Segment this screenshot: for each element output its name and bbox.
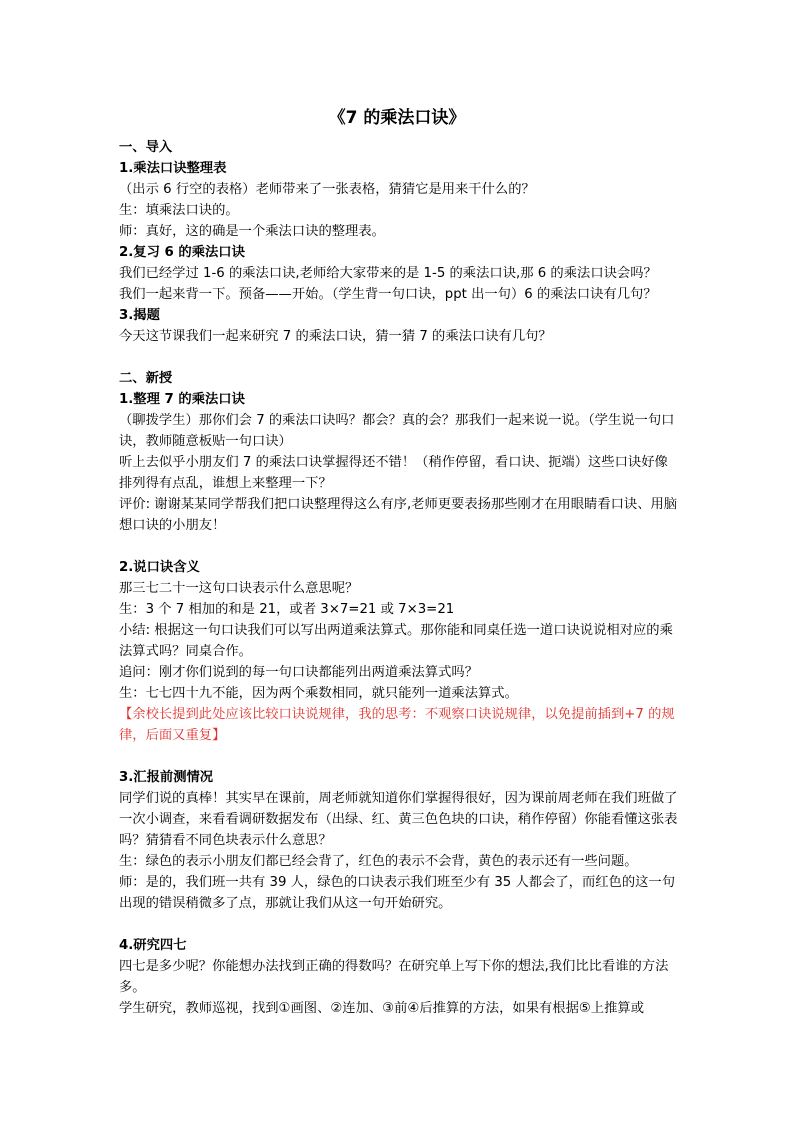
spacer — [119, 536, 679, 557]
paragraph: 生：绿色的表示小朋友们都已经会背了，红色的表示不会背，黄色的表示还有一些问题。 — [119, 854, 638, 869]
document-body — [119, 137, 679, 1019]
paragraph: 今天这节课我们一起来研究 7 的乘法口诀，猜一猜 7 的乘法口诀有几句？ — [119, 329, 552, 344]
document-title: 《7 的乘法口诀》 — [328, 108, 466, 128]
paragraph: 生：3 个 7 相加的和是 21，或者 3×7=21 或 7×3=21 — [119, 602, 455, 617]
paragraph: 四七是多少呢？你能想办法找到正确的得数吗？在研究单上写下你的想法,我们比比看谁的方法多。 — [119, 959, 669, 995]
paragraph: （聊拨学生）那你们会 7 的乘法口诀吗？都会？真的会？那我们一起来说一说。（学生说一句口诀，教师随意板贴一句口诀） — [119, 413, 675, 449]
spacer — [119, 746, 679, 767]
paragraph: 同学们说的真棒！其实早在课前，周老师就知道你们掌握得很好，因为课前周老师在我们班做了一次小调查，来看看调研数据发布（出绿、红、黄三色色块的口诀，稍作停留）你能看懂这张表吗？猜猜看不同色块表示什么意思？ — [119, 791, 678, 848]
paragraph: 生：七七四十九不能，因为两个乘数相同，就只能列一道乘法算式。 — [119, 686, 518, 701]
subheading-review-6: 2.复习 6 的乘法口诀 — [119, 245, 245, 260]
section-heading-new-lesson: 二、新授 — [119, 371, 173, 386]
section-heading-intro: 一、导入 — [119, 140, 173, 155]
paragraph: 追问：刚才你们说到的每一句口诀都能列出两道乘法算式吗？ — [119, 665, 479, 680]
subheading-pretest: 3.汇报前测情况 — [119, 770, 214, 785]
paragraph: 听上去似乎小朋友们 7 的乘法口诀掌握得还不错！（稍作停留，看口诀、扼端）这些口诀好像排列得有点乱，谁想上来整理一下？ — [119, 455, 668, 491]
paragraph: 师：是的，我们班一共有 39 人，绿色的口诀表示我们班至少有 35 人都会了，而红色的这一句出现的错误稍微多了点，那就让我们从这一句开始研究。 — [119, 875, 676, 911]
subheading-meaning: 2.说口诀含义 — [119, 560, 200, 575]
subheading-topic: 3.揭题 — [119, 308, 160, 323]
paragraph: 评价: 谢谢某某同学帮我们把口诀整理得这么有序,老师更要表扬那些刚才在用眼睛看口诀、用脑想口诀的小朋友！ — [119, 497, 678, 533]
spacer — [119, 347, 679, 368]
paragraph: 小结: 根据这一句口诀我们可以写出两道乘法算式。那你能和同桌任选一道口诀说说相对应的乘法算式吗？同桌合作。 — [119, 623, 673, 659]
paragraph: 生：填乘法口诀的。 — [119, 203, 239, 218]
spacer — [119, 914, 679, 935]
paragraph: 学生研究，教师巡视，找到①画图、②连加、③前④后推算的方法，如果有根据⑤上推算或 — [119, 1001, 644, 1016]
paragraph: 我们已经学过 1-6 的乘法口诀,老师给大家带来的是 1-5 的乘法口诀,那 6 的乘法口诀会吗？ — [119, 266, 657, 281]
paragraph: 我们一起来背一下。预备——开始。（学生背一句口诀，ppt 出一句）6 的乘法口诀有几句？ — [119, 287, 657, 302]
subheading-study-4x7: 4.研究四七 — [119, 938, 187, 953]
teacher-note: 【余校长提到此处应该比较口诀说规律，我的思考：不观察口诀说规律，以免提前插到+7 的规律，后面又重复】 — [119, 707, 675, 743]
paragraph: （出示 6 行空的表格）老师带来了一张表格，猜猜它是用来干什么的？ — [119, 182, 535, 197]
paragraph: 师：真好，这的确是一个乘法口诀的整理表。 — [119, 224, 385, 239]
paragraph: 那三七二十一这句口诀表示什么意思呢？ — [119, 581, 359, 596]
subheading-organize-7: 1.整理 7 的乘法口诀 — [119, 392, 245, 407]
subheading-multiplication-table: 1.乘法口诀整理表 — [119, 161, 227, 176]
